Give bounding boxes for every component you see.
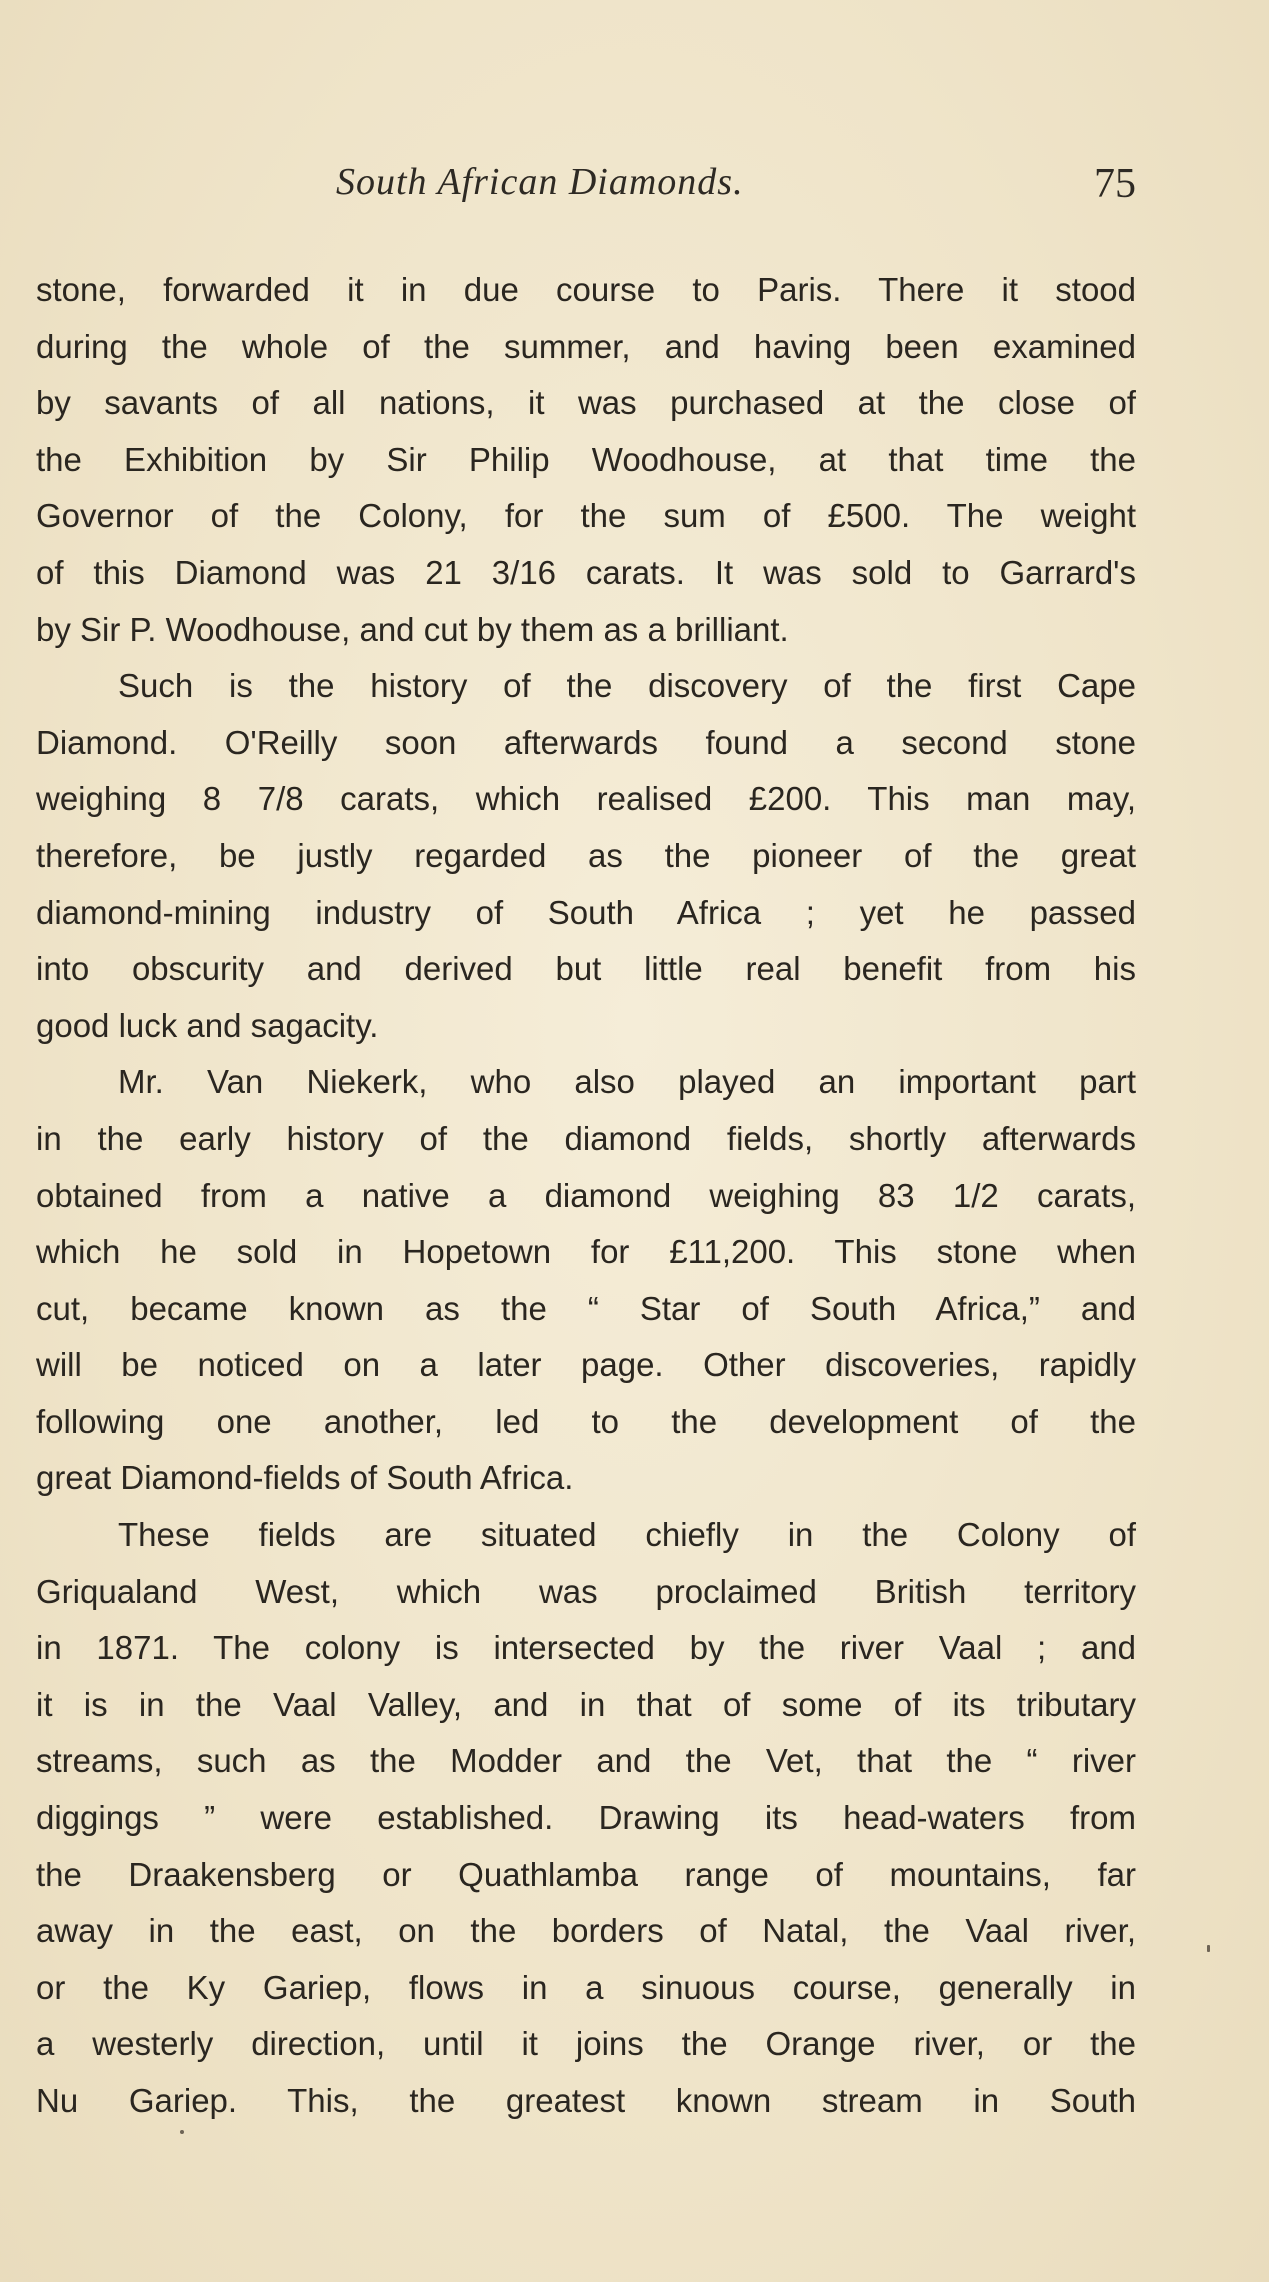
book-page xyxy=(36,0,1136,2282)
text-line: of this Diamond was 21 3/16 carats. It was sold to Garrard's xyxy=(36,553,1136,591)
text-line: by savants of all nations, it was purchased at the close of xyxy=(36,384,1136,422)
paper-speck xyxy=(180,2130,184,2134)
text-line: into obscurity and derived but little real benefit from his xyxy=(36,950,1136,988)
body-text xyxy=(36,262,1136,2130)
text-line: Diamond. O'Reilly soon afterwards found a second stone xyxy=(36,723,1136,761)
text-line: the Exhibition by Sir Philip Woodhouse, at that time the xyxy=(36,440,1136,478)
text-line: in the early history of the diamond fields, shortly afterwards xyxy=(36,1119,1136,1157)
page-number: 75 xyxy=(1094,161,1136,207)
text-line: Griqualand West, which was proclaimed British territory xyxy=(36,1572,1136,1610)
text-line: therefore, be justly regarded as the pioneer of the great xyxy=(36,836,1136,874)
text-line: good luck and sagacity. xyxy=(36,1006,379,1044)
text-line: weighing 8 7/8 carats, which realised £200. This man may, xyxy=(36,780,1136,818)
text-line: cut, became known as the “ Star of South Africa,” and xyxy=(36,1289,1136,1327)
text-line: streams, such as the Modder and the Vet, that the “ river xyxy=(36,1742,1136,1780)
text-line: in 1871. The colony is intersected by the river Vaal ; and xyxy=(36,1629,1136,1667)
text-line: Governor of the Colony, for the sum of £500. The weight xyxy=(36,497,1136,535)
text-line: by Sir P. Woodhouse, and cut by them as a brilliant. xyxy=(36,610,789,648)
paragraph-start: Mr. Van Niekerk, who also played an important part xyxy=(118,1063,1136,1101)
text-line: great Diamond-fields of South Africa. xyxy=(36,1459,574,1497)
text-line: following one another, led to the development of the xyxy=(36,1402,1136,1440)
text-line: which he sold in Hopetown for £11,200. This stone when xyxy=(36,1233,1136,1271)
paragraph-start: Such is the history of the discovery of the first Cape xyxy=(118,667,1136,705)
text-line: diamond-mining industry of South Africa ; yet he passed xyxy=(36,893,1136,931)
text-line: the Draakensberg or Quathlamba range of mountains, far xyxy=(36,1855,1136,1893)
running-title: South African Diamonds. xyxy=(336,161,744,203)
running-head xyxy=(36,160,1136,220)
text-line: or the Ky Gariep, flows in a sinuous course, generally in xyxy=(36,1968,1136,2006)
paragraph-start: These fields are situated chiefly in the Colony of xyxy=(118,1516,1136,1554)
text-line: a westerly direction, until it joins the Orange river, or the xyxy=(36,2025,1136,2063)
text-line: obtained from a native a diamond weighing 83 1/2 carats, xyxy=(36,1176,1136,1214)
text-line: Nu Gariep. This, the greatest known stream in South xyxy=(36,2082,1136,2119)
text-line: stone, forwarded it in due course to Paris. There it stood xyxy=(36,271,1136,308)
paper-speck xyxy=(1207,1945,1210,1952)
text-line: diggings ” were established. Drawing its head-waters from xyxy=(36,1799,1136,1837)
text-line: will be noticed on a later page. Other discoveries, rapidly xyxy=(36,1346,1136,1384)
text-line: it is in the Vaal Valley, and in that of some of its tributary xyxy=(36,1685,1136,1723)
text-line: away in the east, on the borders of Natal, the Vaal river, xyxy=(36,1912,1136,1950)
text-line: during the whole of the summer, and having been examined xyxy=(36,327,1136,365)
